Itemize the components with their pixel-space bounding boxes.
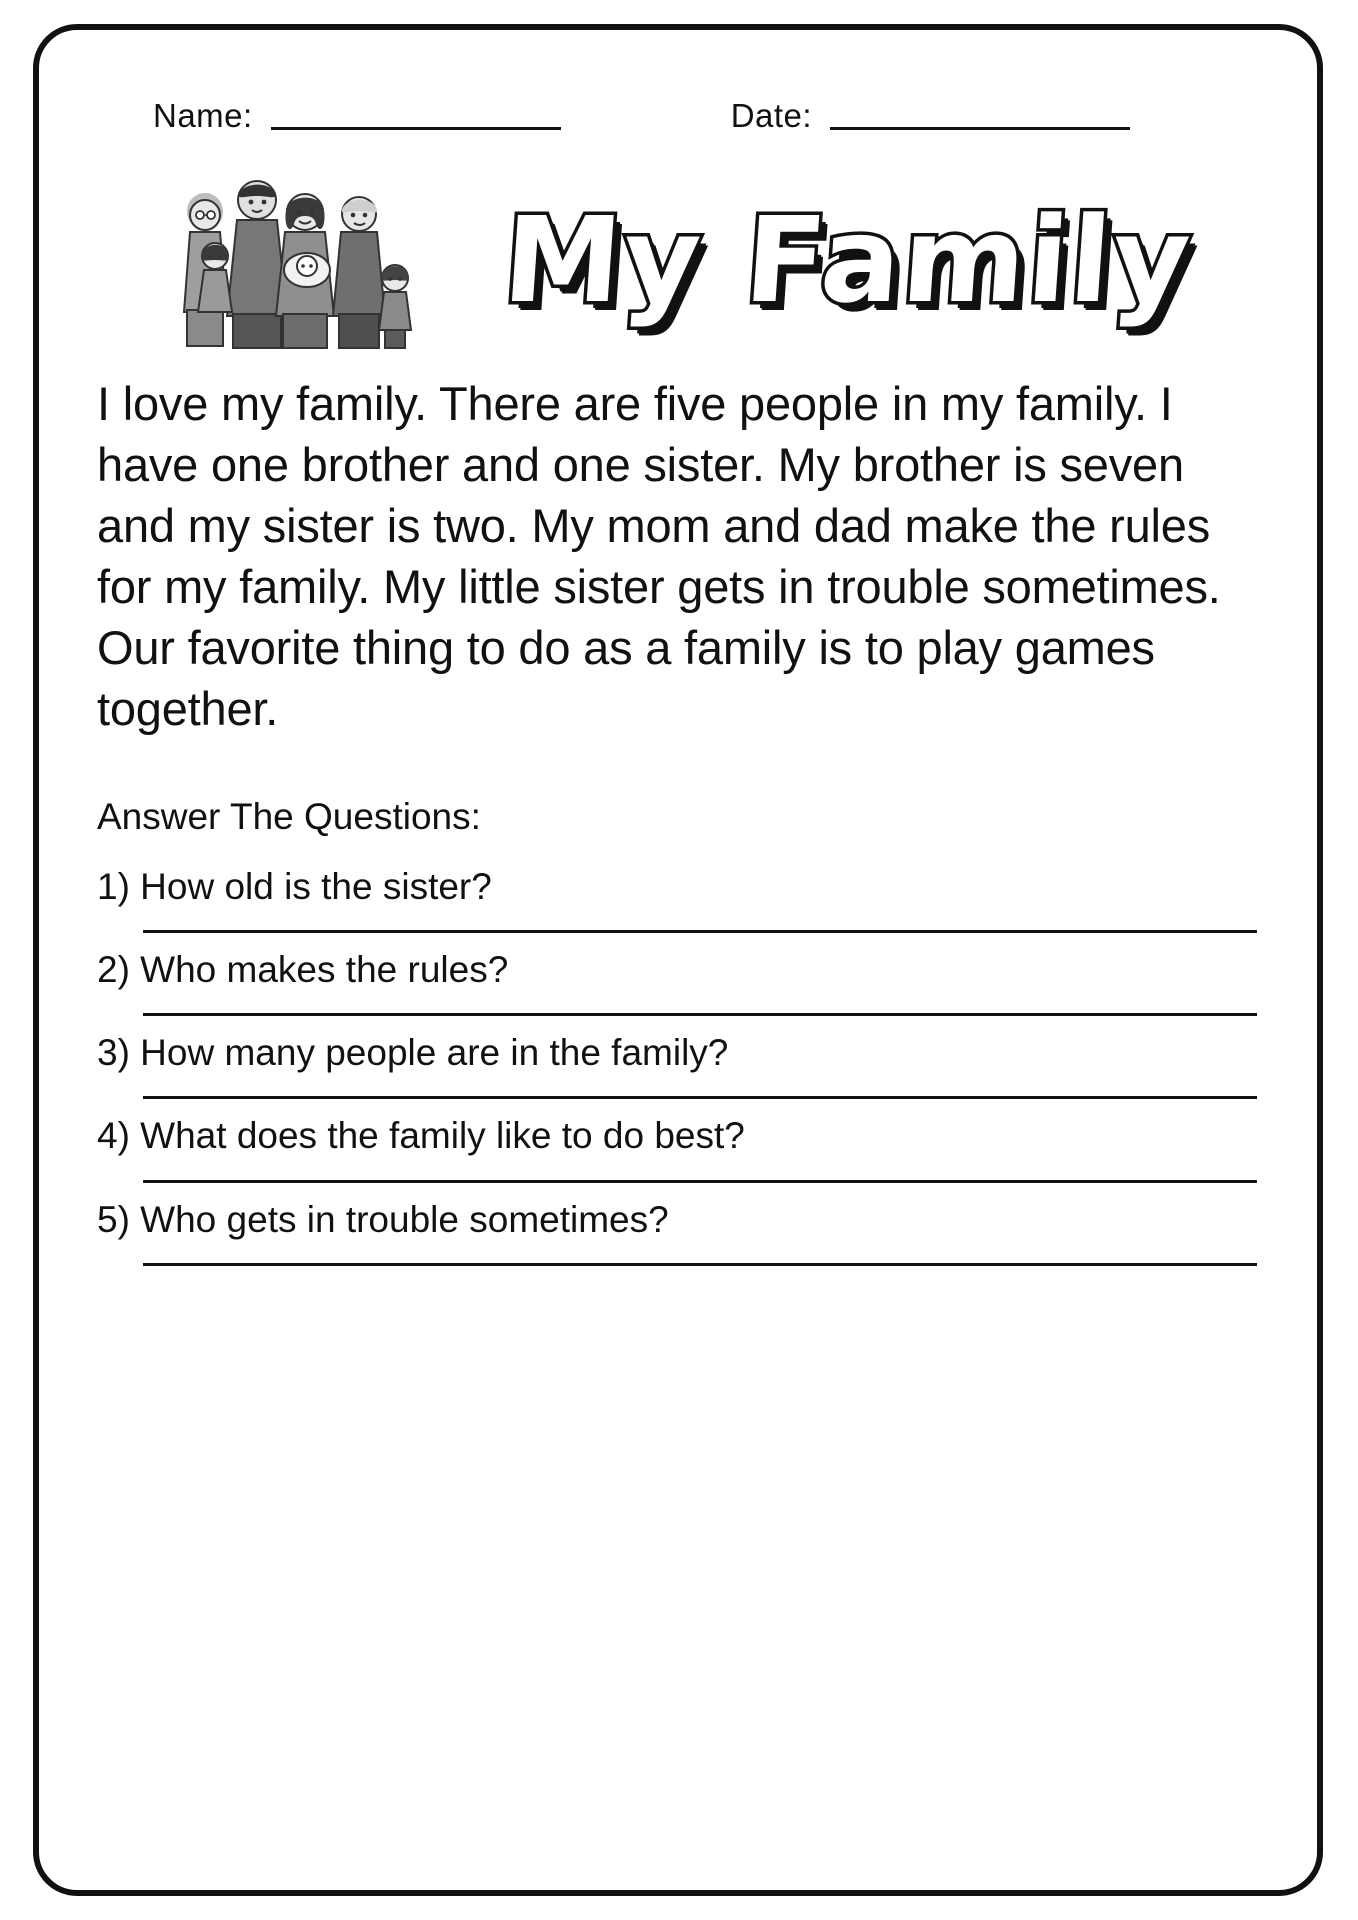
question-text-3: 3) How many people are in the family? <box>97 1032 729 1074</box>
question-item <box>97 1030 1259 1099</box>
name-date-row <box>97 78 1259 136</box>
questions-list <box>97 864 1259 1266</box>
name-field[interactable] <box>153 99 561 136</box>
worksheet-content <box>97 78 1259 1850</box>
question-item <box>97 947 1259 1016</box>
answer-line-3[interactable] <box>143 1096 1257 1099</box>
answer-line-1[interactable] <box>143 930 1257 933</box>
date-write-line[interactable] <box>830 127 1130 130</box>
answer-line-2[interactable] <box>143 1013 1257 1016</box>
question-text-2: 2) Who makes the rules? <box>97 948 509 990</box>
date-field[interactable] <box>731 99 1130 136</box>
family-group-illustration <box>157 160 427 360</box>
answer-questions-heading: Answer The Questions: <box>97 795 481 837</box>
date-label: Date: <box>730 97 813 134</box>
worksheet-header <box>97 152 1259 367</box>
page-title: My Family <box>499 190 1197 329</box>
question-item <box>97 864 1259 933</box>
question-text-4: 4) What does the family like to do best? <box>97 1115 745 1157</box>
answer-line-4[interactable] <box>143 1180 1257 1183</box>
question-text-1: 1) How old is the sister? <box>97 865 492 907</box>
question-text-5: 5) Who gets in trouble sometimes? <box>97 1198 669 1240</box>
name-label: Name: <box>153 97 253 134</box>
title-container <box>427 190 1259 329</box>
worksheet-page <box>33 24 1323 1896</box>
reading-passage: I love my family. There are five people in my family. I have one brother and one sister. My brother is seven and my sister is two. My mom and dad make the rules for my family. My little sister gets in trouble sometimes. Our favorite thing to do as a family is to play games together. <box>97 377 1221 736</box>
question-item <box>97 1113 1259 1182</box>
question-item <box>97 1197 1259 1266</box>
answer-line-5[interactable] <box>143 1263 1257 1266</box>
name-write-line[interactable] <box>271 127 561 130</box>
